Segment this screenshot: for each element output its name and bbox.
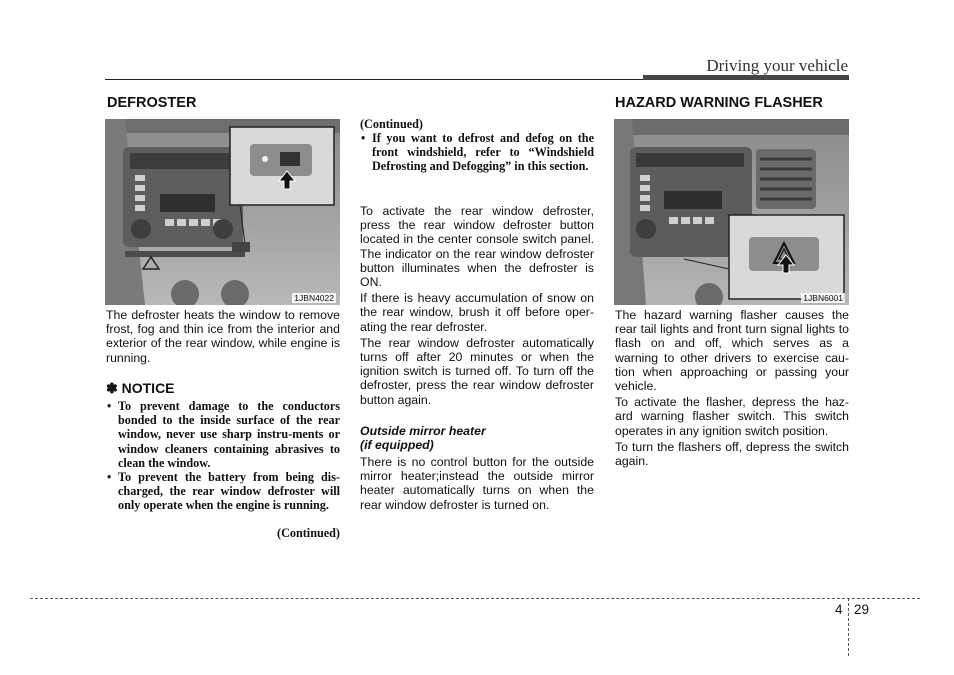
defroster-paragraph: The defroster heats the window to remove frost, fog and thin ice from the interior and exterior of the rear window, while engine is running.: [106, 308, 340, 365]
notice-continued: (Continued): [277, 526, 340, 540]
auto-off-paragraph: The rear window defroster automatically turns off after 20 minutes or when the ignition switch is turned off. To turn off the defroster, press the rear window defroster button again.: [360, 335, 594, 407]
activate-paragraph: To activate the rear window defroster, press the rear window defroster button located in the center console switch panel. The indicator on the rear window defroster button illuminates when the defroster is ON.: [360, 204, 594, 290]
footer-dashed-rule: [30, 598, 920, 599]
hazard-paragraph: The hazard warning flasher causes the rear tail lights and front turn signal lights to flash on and off, which serves as a warning to other drivers to exercise cau-tion when approaching or passing your vehicle.: [615, 308, 849, 394]
middle-continued: (Continued): [360, 117, 423, 131]
mirror-heater-body: [360, 455, 594, 514]
middle-notice-list: [360, 131, 594, 174]
chapter-number: 4: [835, 602, 843, 617]
dashboard-hazard-illustration: [614, 119, 849, 305]
page-header-title: Driving your vehicle: [706, 56, 848, 75]
defroster-figure-label: 1JBN4022: [294, 293, 334, 303]
page-number: 29: [854, 602, 870, 617]
header-accent-bar: [643, 75, 849, 80]
hazard-figure-label: 1JBN6001: [803, 293, 843, 303]
footer-vertical-rule: [848, 598, 849, 656]
notice-heading: [106, 380, 175, 397]
defroster-description: [106, 308, 340, 367]
defroster-heading: DEFROSTER: [107, 95, 197, 111]
dashboard-defroster-illustration: [105, 119, 340, 305]
mirror-heater-note: (if equipped): [360, 438, 434, 453]
mirror-heater-paragraph: There is no control button for the outside mirror heater;instead the outside mirror heater automatically turns on when the rear window defroster is turned on.: [360, 455, 594, 512]
defroster-figure: [105, 119, 340, 305]
notice-item: • To prevent damage to the conductors bonded to the inside surface of the rear window, never use sharp instru-ments or window cleaners containing abrasives to clean the window.: [106, 399, 340, 470]
hazard-off-paragraph: To turn the flashers off, depress the switch again.: [615, 439, 849, 469]
mirror-heater-title: Outside mirror heater: [360, 424, 486, 438]
notice-title: NOTICE: [121, 380, 175, 396]
notice-item: • If you want to defrost and defog on the front windshield, refer to “Windshield Defrosting and Defogging” in this section.: [360, 131, 594, 174]
mirror-heater-heading: [360, 424, 486, 452]
hazard-body: [615, 308, 849, 470]
notice-star-icon: ✽: [106, 380, 118, 396]
hazard-heading: HAZARD WARNING FLASHER: [615, 95, 823, 111]
hazard-activate-paragraph: To activate the flasher, depress the haz-ard warning flasher switch. This switch operates in any ignition switch position.: [615, 395, 849, 438]
middle-body: [360, 204, 594, 409]
notice-list: [106, 399, 340, 513]
snow-paragraph: If there is heavy accumulation of snow on the rear window, brush it off before oper-ating the rear defroster.: [360, 291, 594, 334]
hazard-figure: [614, 119, 849, 305]
notice-item: • To prevent the battery from being dis-charged, the rear window defroster will only operate when the engine is running.: [106, 470, 340, 513]
